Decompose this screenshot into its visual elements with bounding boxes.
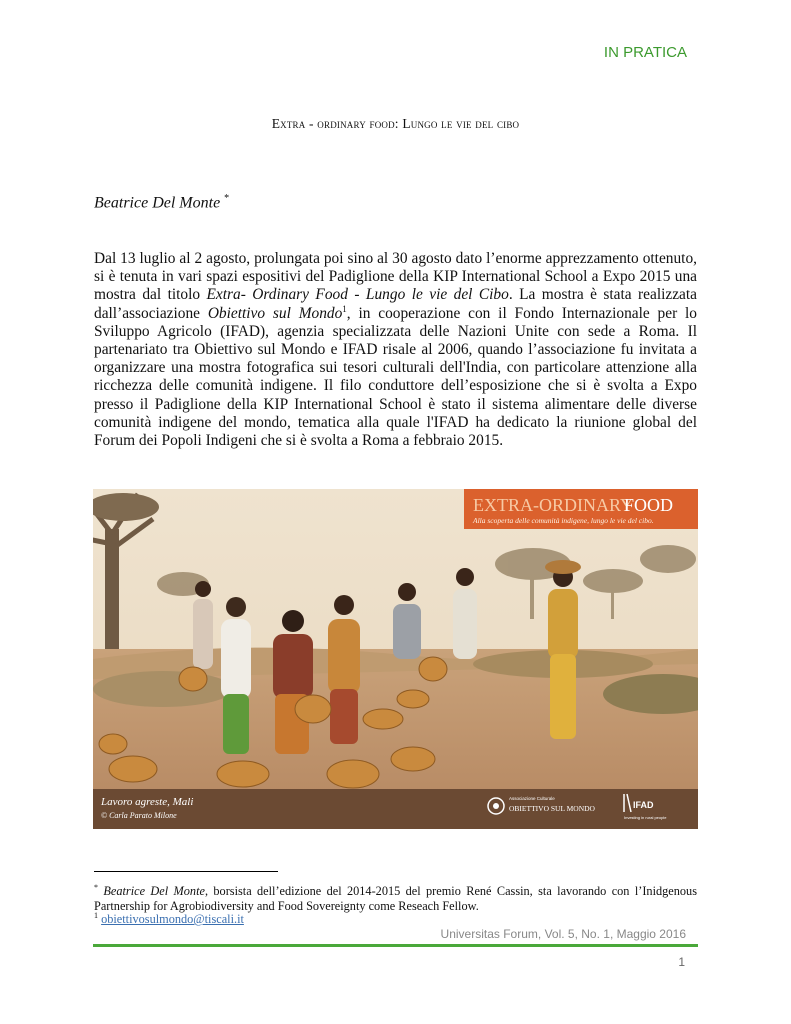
photo-illustration <box>93 489 698 829</box>
banner-title-a: EXTRA-ORDINARY <box>473 495 633 515</box>
author-footnote-mark[interactable]: * <box>224 193 230 204</box>
article-title <box>0 116 791 132</box>
author-text: Beatrice Del Monte <box>94 194 221 212</box>
caption-title: Lavoro agreste, Mali <box>101 796 194 808</box>
title-part-1: Extra - ordinary food: <box>271 116 403 131</box>
logo2-tagline: Investing in rural people <box>624 815 667 820</box>
paragraph-segment: . La mostra è stata realizzata dall’associazione <box>94 286 697 322</box>
footnote-separator <box>94 871 278 872</box>
footnote-author: Beatrice Del Monte <box>103 884 205 899</box>
exhibition-title: Extra- Ordinary Food - Lungo le vie del Cibo <box>206 286 509 304</box>
paragraph-segment: , in cooperazione con il Fondo Internazionale per lo Sviluppo Agricolo (IFAD), agenzia specializzata delle Nazioni Unite con sede a Roma. Il partenariato tra Obiettivo sul Mondo e IFAD risale al 2006, quando l’associazione fu invitata a organizzare una mostra fotografica sui tesori culturali dell'India, con particolare attenzione alla ricchezza delle comunità indigene. Il filo conduttore dell’esposizione che si è svolta a Expo presso il Padiglione della KIP International School è stato il sistema alimentare delle diverse comunità indigene del mondo, tematica alla quale l'IFAD ha dedicato la riunione global del Forum dei Popoli Indigeni che si è svolta a Roma a febbraio 2015. <box>94 304 698 450</box>
logo1-small-text: Associazione Culturale <box>509 796 555 801</box>
banner-subtitle: Alla scoperta delle comunità indigene, lungo le vie del cibo. <box>473 516 654 525</box>
section-tag: IN PRATICA <box>603 44 687 61</box>
caption-credit: © Carla Parato Milone <box>101 811 177 820</box>
footnote-1 <box>94 880 697 914</box>
association-name: Obiettivo sul Mondo <box>207 304 343 322</box>
footnote-mark: 1 <box>94 911 98 920</box>
title-part-2: Lungo le vie del cibo <box>402 116 520 131</box>
logo2-name: IFAD <box>633 800 654 810</box>
page-number: 1 <box>678 955 685 969</box>
paragraph-segment: Dal 13 luglio al 2 agosto, prolungata poi sino al 30 agosto dato l’enorme apprezzamento ottenuto, si è tenuta in vari spazi espositivi del Padiglione della KIP International School a Expo 2015 una mostra dal titolo <box>94 250 697 304</box>
article-paragraph <box>94 250 697 450</box>
banner-title-b: FOOD <box>624 495 674 515</box>
email-link[interactable]: obiettivosulmondo@tiscali.it <box>101 912 244 927</box>
caption-strip <box>93 789 698 829</box>
journal-reference: Universitas Forum, Vol. 5, No. 1, Maggio 2016 <box>440 927 686 941</box>
footer-rule <box>93 944 698 947</box>
footnote-text: , borsista dell’edizione del 2014-2015 del premio René Cassin, sta lavorando con l’Inidgenous Partnership for Agrobiodiversity and Food Sovereignty come Reseach Fellow. <box>94 884 697 914</box>
footnote-mark: * <box>94 883 98 892</box>
footnote-2 <box>94 911 244 927</box>
logo1-name: OBIETTIVO SUL MONDO <box>509 804 595 813</box>
exhibition-photo <box>93 489 698 829</box>
footnote-ref-1[interactable]: 1 <box>342 303 347 314</box>
author-name <box>94 193 229 212</box>
